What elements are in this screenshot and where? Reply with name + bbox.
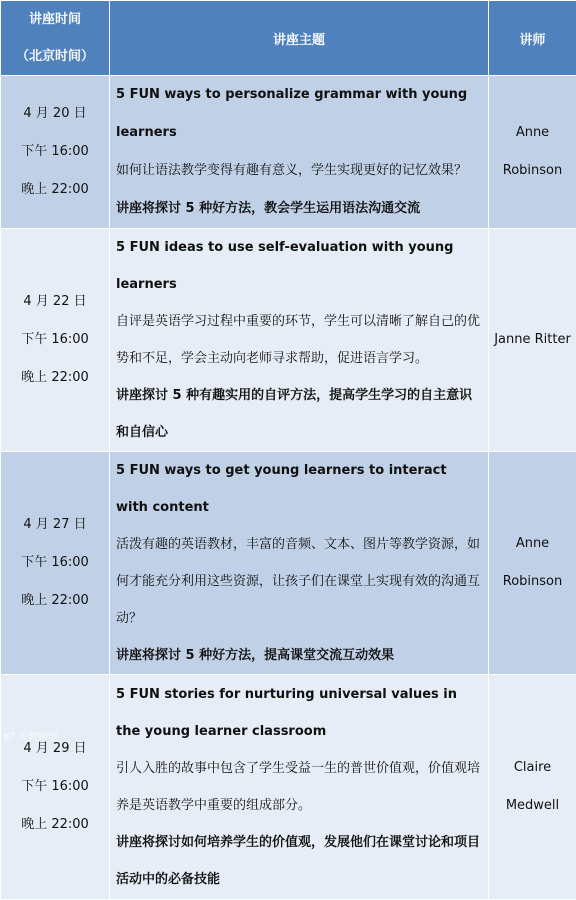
date-cell — [1, 675, 110, 900]
topic-description: 自评是英语学习过程中重要的环节，学生可以清晰了解自己的优势和不足，学会主动向老师寻求帮助，促进语言学习。 — [116, 303, 482, 377]
topic-description: 引人入胜的故事中包含了学生受益一生的普世价值观，价值观培养是英语教学中重要的组成部分。 — [116, 750, 482, 824]
topic-summary: 讲座将探讨 5 种好方法，教会学生运用语法沟通交流 — [116, 190, 482, 228]
lecturer-name-line1: Anne — [489, 114, 576, 152]
lecture-time-evening: 晚上 22:00 — [1, 359, 109, 397]
topic-cell — [110, 76, 489, 229]
lecture-date: 4 月 20 日 — [1, 95, 109, 133]
table-row — [1, 452, 576, 675]
lecturer-name-line2: Robinson — [489, 563, 576, 601]
date-cell — [1, 76, 110, 229]
table-row — [1, 76, 576, 229]
topic-description: 活泼有趣的英语教材，丰富的音频、文本、图片等教学资源，如何才能充分利用这些资源，让孩子们在课堂上实现有效的沟通互动？ — [116, 526, 482, 637]
topic-summary: 讲座将探讨 5 种好方法，提高课堂交流互动效果 — [116, 637, 482, 674]
lecturer-name-line1: Claire — [489, 749, 576, 787]
lecture-time-afternoon: 下午 16:00 — [1, 768, 109, 806]
topic-cell — [110, 229, 489, 452]
header-time-note: （北京时间） — [1, 38, 109, 75]
topic-cell — [110, 452, 489, 675]
lecturer-name-line1: Anne — [489, 525, 576, 563]
table-row — [1, 229, 576, 452]
lecture-time-evening: 晚上 22:00 — [1, 806, 109, 844]
table-header-row — [1, 1, 576, 76]
lecturer-cell — [489, 452, 576, 675]
topic-title: 5 FUN ideas to use self-evaluation with young learners — [116, 229, 482, 303]
header-time-label: 讲座时间 — [1, 1, 109, 38]
lecturer-cell — [489, 76, 576, 229]
lecture-date: 4 月 27 日 — [1, 506, 109, 544]
table-row — [1, 675, 576, 900]
watermark-logo: K⁵ 大数跨境 — [4, 728, 58, 743]
date-cell — [1, 452, 110, 675]
topic-summary: 讲座探讨 5 种有趣实用的自评方法，提高学生学习的自主意识和自信心 — [116, 377, 482, 451]
lecturer-cell — [489, 675, 576, 900]
header-lecturer — [489, 1, 576, 76]
topic-title: 5 FUN ways to personalize grammar with young learners — [116, 76, 482, 152]
lecture-time-evening: 晚上 22:00 — [1, 582, 109, 620]
lecturer-name-line2: Medwell — [489, 787, 576, 825]
topic-cell — [110, 675, 489, 900]
lecture-date: 4 月 29 日 — [1, 730, 109, 768]
topic-title: 5 FUN stories for nurturing universal values in the young learner classroom — [116, 676, 482, 750]
topic-title: 5 FUN ways to get young learners to interact with content — [116, 452, 482, 526]
lecturer-cell — [489, 229, 576, 452]
lecture-date: 4 月 22 日 — [1, 283, 109, 321]
lecture-time-afternoon: 下午 16:00 — [1, 321, 109, 359]
header-topic — [110, 1, 489, 76]
date-cell — [1, 229, 110, 452]
lecturer-name-line2: Robinson — [489, 152, 576, 190]
topic-description: 如何让语法教学变得有趣有意义，学生实现更好的记忆效果？ — [116, 152, 482, 190]
lecture-time-afternoon: 下午 16:00 — [1, 133, 109, 171]
lecturer-name-line1: Janne Ritter — [489, 321, 576, 359]
lecture-time-evening: 晚上 22:00 — [1, 171, 109, 209]
header-lecturer-label: 讲师 — [519, 33, 545, 48]
header-topic-label: 讲座主题 — [273, 33, 325, 48]
header-time — [1, 1, 110, 76]
topic-summary: 讲座将探讨如何培养学生的价值观，发展他们在课堂讨论和项目活动中的必备技能 — [116, 824, 482, 898]
lecture-time-afternoon: 下午 16:00 — [1, 544, 109, 582]
